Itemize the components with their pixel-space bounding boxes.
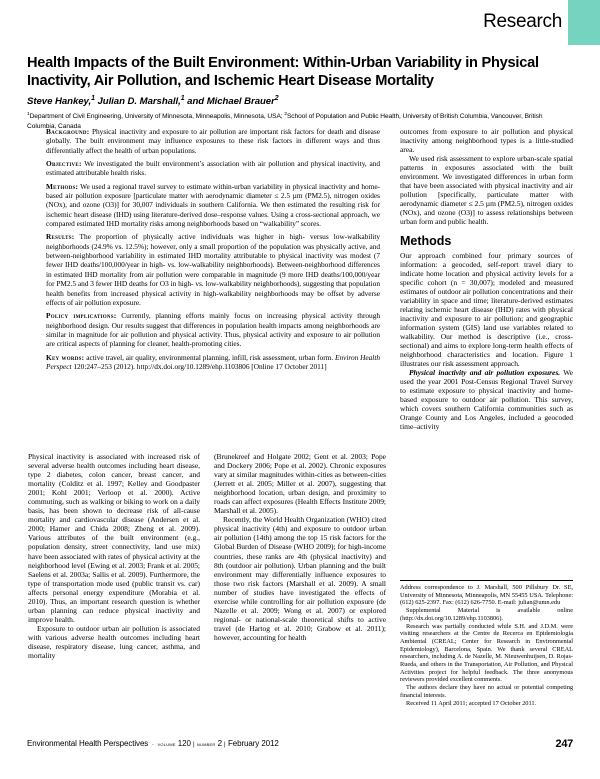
masthead	[0, 0, 600, 46]
page-footer	[27, 739, 573, 751]
footnote-received-accepted: Received 11 April 2011; accepted 17 October 2011.	[406, 699, 537, 707]
author-list: Steve Hankey,$^1$ Julian D. Marshall,$^1$ and Michael Brauer$^2$	[27, 95, 279, 108]
footer-pipe-2: |	[224, 741, 226, 748]
footnote-rule	[400, 580, 573, 581]
footer-volume-label: volume	[157, 741, 176, 748]
abstract-methods-text: We used a regional travel survey to estimate within-urban variability in physical inactivity and home-based air pollution exposure [particulate matter with aerodynamic diameter ≤ 2.5 µm (PM2.5), nitrogen oxides (NOx), and ozone (O3)] for 30,007 individuals in southern California. We then estimated the resulting risk for ischemic heart disease (IHD) using literature-derived dose–response values. Using a cross-sectional approach, we compared estimated IHD mortality risks among neighborhoods based on “walkability” scores.	[46, 181, 380, 229]
abstract-results-label: Results:	[46, 232, 75, 242]
footer-journal-name: Environmental Health Perspectives	[27, 739, 149, 748]
footer-bullet: ·	[151, 741, 154, 748]
section-heading-methods: Methods	[400, 233, 452, 248]
title-block	[27, 54, 573, 131]
footer-issue-date: February 2012	[227, 739, 279, 748]
paragraph: Exposure to outdoor urban air pollution is associated with various adverse health outcomes including heart disease, respiratory disease, lung cancer, asthma, and mortality	[28, 623, 200, 661]
abstract-methods-label: Methods:	[46, 181, 79, 191]
abstract-background	[46, 127, 380, 155]
abstract-policy-label: Policy implications:	[46, 311, 117, 321]
abstract-objective-label: Objective:	[46, 159, 82, 169]
abstract-methods	[46, 182, 380, 229]
article-title: Health Impacts of the Built Environment: Within-Urban Variability in Physical Inactivity, Air Pollution, and Ischemic Heart Disease Mortality	[27, 55, 539, 90]
footer-number-label: number	[196, 741, 216, 748]
body-column-3	[400, 127, 573, 431]
abstract-background-text: Physical inactivity and exposure to air pollution are important risk factors for death and disease globally. The built environment may influence exposures to these risk factors in different ways and thus differentially affect the health of urban populations.	[46, 127, 380, 155]
abstract-objective-text: We investigated the built environment’s association with air pollution and physical inactivity, and estimated attributable health risks.	[46, 159, 380, 178]
paragraph: outcomes from exposure to air pollution and physical inactivity among neighborhood types is a little-studied area.	[400, 127, 573, 155]
footnote-supplemental-material: Supplemental Material is available online (http://dx.doi.org/10.1289/ehp.1103806).	[400, 607, 573, 622]
citation-journal: Environ Health Perspect	[46, 352, 380, 371]
abstract-objective	[46, 159, 380, 178]
footer-pipe-1: |	[192, 741, 195, 748]
abstract	[46, 127, 380, 375]
footer-journal-line	[27, 739, 279, 748]
footer-number-value: 2	[217, 739, 222, 748]
footer-volume-number: 120	[177, 739, 191, 748]
footnote-correspondence: Address correspondence to J. Marshall, 500 Pillsbury Dr. SE, University of Minnesota, Minneapolis, MN 55455 USA. Telephone: (612) 625-2397. Fax: (612) 626-7750. E-mail: julian@umn.edu	[400, 584, 573, 607]
body-column-1	[28, 452, 200, 730]
abstract-keywords	[46, 353, 380, 372]
footnote-competing-interests: The authors declare they have no actual or potential competing financial interests.	[400, 684, 573, 699]
masthead-color-swatch	[568, 0, 600, 45]
abstract-policy-implications	[46, 311, 380, 348]
footnote-block	[400, 584, 573, 707]
abstract-results	[46, 232, 380, 307]
runin-heading: Physical inactivity and air pollution exposures.	[409, 368, 561, 378]
abstract-background-label: Background:	[46, 127, 90, 136]
body-column-2	[214, 452, 386, 730]
abstract-policy-text: Currently, planning efforts mainly focus on increasing physical activity through neighborhood design. Our results suggest that differences in population health impacts among neighborhoods are similar in magnitude for air pollution and physical activity. Thus, physical activity and exposure to air pollution are critical aspects of planning for cleaner, health-promoting cities.	[46, 311, 380, 349]
abstract-results-text: The proportion of physically active individuals was higher in high- versus low-walkability neighborhoods (24.9% vs. 12.5%); however, only a small proportion of the population was physically active, and between-neighborhood variability in estimated IHD mortality attributable to physical inactivity was modest (7 fewer IHD deaths/100,000/year in high- vs. low-walkability neighborhoods). Between-neighborhood differences in estimated IHD mortality from air pollution were comparable in magnitude (9 more IHD deaths/100,000/year for PM2.5 and 3 fewer IHD deaths for O3 in high- vs. low-walkability neighborhoods), suggesting that population health benefits from increased physical activity in high-walkability neighborhoods may be offset by adverse effects of air pollution exposure.	[46, 232, 380, 307]
section-label: Research	[483, 11, 562, 32]
footnote-acknowledgments: Research was partially conducted while S.H. and J.D.M. were visiting researchers at the Centre de Recerca en Epidemiologia Ambiental (CREAL; Center for Research in Environmental Epidemiology), Barcelona, Spain. We thank several CREAL researchers, including A. de Nazelle, M. Nieuwenhuijsen, D. Rojas-Rueda, and others in the Transportation, Air Pollution, and Physical Activities project for helpful feedback. The three anonymous reviewers provided excellent comments.	[400, 622, 573, 684]
paragraph-runin	[400, 368, 573, 431]
paragraph: We used risk assessment to explore urban-scale spatial patterns in exposures associated with the built environment. We investigated differences in urban form that have been associated with physical inactivity and air pollution [specifically, particulate matter with aerodynamic diameter ≤ 2.5 µm (PM2.5), nitrogen oxides (NOx), and ozone (O3)] to assess relationships between urban form and public health.	[400, 154, 573, 227]
abstract-keywords-text: active travel, air quality, environmental planning, infill, risk assessment, urban form.	[84, 352, 336, 362]
paragraph: (Brunekreef and Holgate 2002; Gent et al. 2003; Pope and Dockery 2006; Pope et al. 2002). Chronic exposures vary at similar magnitudes within-cities as between-cities (Jerrett et al. 2005; Miller et al. 2007), suggesting that neighborhood location, urban design, and proximity to roads can affect exposures (Health Effects Institute 2009; Marshall et al. 2005).	[214, 452, 386, 516]
runin-body-text: We used the year 2001 Post-Census Regional Travel Survey to estimate exposure to physical inactivity and home-based exposure to outdoor air pollution. This survey, which covers southern California communities such as Orange County and Los Angeles, included a geocoded time–activity	[400, 368, 573, 432]
abstract-keywords-label: Key words:	[46, 352, 85, 362]
author-affiliations: $^1$Department of Civil Engineering, University of Minnesota, Minneapolis, Minnesota, USA; $^2$School of Population and Public Health, University of British Columbia, Vancouver, British Columbia, Canada	[27, 112, 543, 130]
page-number: 247	[555, 738, 573, 750]
citation-details: 120:247–253 (2012). http://dx.doi.org/10.1289/ehp.1103806 [Online 17 October 2011]	[71, 361, 327, 371]
paragraph: Recently, the World Health Organization (WHO) cited physical inactivity (4th) and exposure to outdoor urban air pollution (14th) among the top 15 risk factors for the Global Burden of Disease (WHO 2009); for high-income countries, these ranks are 4th (physical inactivity) and 8th (outdoor air pollution). Urban planning and the built environment may differentially influence exposures to those two risk factors (Marshall et al. 2009). A small number of studies have investigated the effects of exercise while controlling for air pollution exposure (de Nazelle et al. 2009; Wong et al. 2007) or explored regional- or national-scale theoretical shifts to active travel (de Hartog et al. 2010; Grabow et al. 2011); however, accounting for health	[214, 515, 386, 642]
paragraph: Physical inactivity is associated with increased risk of several adverse health outcomes including heart disease, type 2 diabetes, colon cancer, breast cancer, and mortality (Colditz et al. 1997; Kelley and Goodpaster 2001; Kohl 2001; Verloop et al. 2000). Active commuting, such as walking or biking to work on a daily basis, has been shown to decrease risk of all-cause mortality and cardiovascular disease (Andersen et al. 2000; Hamer and Chida 2008; Zheng et al. 2009). Various attributes of the built environment (e.g., population density, street connectivity, land use mix) have been associated with rates of physical activity at the neighborhood level (Ewing et al. 2003; Frank et al. 2005; Saelens et al. 2003a; Sallis et al. 2009). Furthermore, the type of transportation mode used (public transit vs. car) affects personal energy expenditure (Morabia et al. 2010). Thus, an important research question is whether urban planning can reduce physical inactivity and improve health.	[28, 452, 200, 624]
paragraph: Our approach combined four primary sources of information: a geocoded, self-report travel diary to indicate home location and physical activity levels for a specific cohort (n = 30,007); modeled and measured estimates of outdoor air pollution concentrations and their variability in space and time; literature-derived estimates relating ischemic heart disease (IHD) rates with physical inactivity and exposure to air pollution; and geographic information system (GIS) land use variables related to walkability. Our method is descriptive (i.e., cross-sectional) and aims to explore long-term health effects of neighborhood characteristics and location. Figure 1 illustrates our risk assessment approach.	[400, 250, 573, 369]
